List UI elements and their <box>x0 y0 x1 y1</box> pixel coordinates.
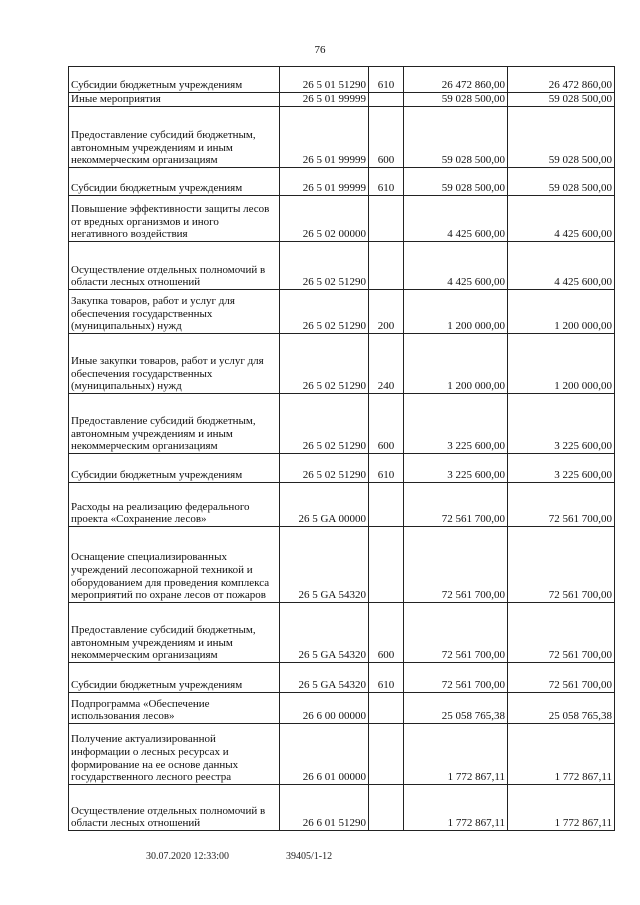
row-code: 26 6 01 00000 <box>280 724 369 785</box>
row-amount-2: 72 561 700,00 <box>508 483 615 527</box>
row-amount-1: 59 028 500,00 <box>404 107 508 168</box>
table-row <box>69 785 615 831</box>
table-row <box>69 67 615 93</box>
row-name: Субсидии бюджетным учреждениям <box>69 168 280 196</box>
table-row <box>69 168 615 196</box>
row-amount-1: 72 561 700,00 <box>404 527 508 603</box>
row-code: 26 5 01 51290 <box>280 67 369 93</box>
row-amount-1: 72 561 700,00 <box>404 603 508 663</box>
row-expense-type <box>369 693 404 724</box>
table-row <box>69 483 615 527</box>
row-amount-1: 1 772 867,11 <box>404 724 508 785</box>
row-name: Субсидии бюджетным учреждениям <box>69 67 280 93</box>
row-name: Осуществление отдельных полномочий в области лесных отношений <box>69 785 280 831</box>
table-row <box>69 527 615 603</box>
row-amount-2: 25 058 765,38 <box>508 693 615 724</box>
row-name: Повышение эффективности защиты лесов от вредных организмов и иного негативного воздействия <box>69 196 280 242</box>
row-name: Оснащение специализированных учреждений лесопожарной техникой и оборудованием для проведения комплекса мероприятий по охране лесов от пожаров <box>69 527 280 603</box>
table-row <box>69 603 615 663</box>
table-row <box>69 454 615 483</box>
row-name: Иные закупки товаров, работ и услуг для обеспечения государственных (муниципальных) нужд <box>69 334 280 394</box>
table-row <box>69 196 615 242</box>
row-amount-2: 3 225 600,00 <box>508 454 615 483</box>
row-expense-type: 200 <box>369 290 404 334</box>
row-amount-2: 4 425 600,00 <box>508 242 615 290</box>
table-row <box>69 394 615 454</box>
row-expense-type: 240 <box>369 334 404 394</box>
row-name: Подпрограмма «Обеспечение использования лесов» <box>69 693 280 724</box>
row-amount-2: 59 028 500,00 <box>508 168 615 196</box>
row-expense-type <box>369 93 404 107</box>
page-number: 76 <box>314 44 326 56</box>
row-amount-1: 3 225 600,00 <box>404 454 508 483</box>
row-amount-2: 26 472 860,00 <box>508 67 615 93</box>
row-code: 26 5 02 51290 <box>280 334 369 394</box>
row-amount-2: 1 200 000,00 <box>508 334 615 394</box>
row-expense-type: 600 <box>369 394 404 454</box>
table-row <box>69 93 615 107</box>
row-amount-2: 59 028 500,00 <box>508 93 615 107</box>
table-row <box>69 724 615 785</box>
row-expense-type: 600 <box>369 603 404 663</box>
row-expense-type <box>369 242 404 290</box>
row-code: 26 5 GA 54320 <box>280 663 369 693</box>
row-amount-2: 1 200 000,00 <box>508 290 615 334</box>
row-expense-type: 610 <box>369 663 404 693</box>
budget-table-body <box>69 67 615 831</box>
row-code: 26 5 02 51290 <box>280 290 369 334</box>
row-expense-type: 610 <box>369 67 404 93</box>
row-code: 26 5 01 99999 <box>280 93 369 107</box>
row-code: 26 6 01 51290 <box>280 785 369 831</box>
row-amount-1: 25 058 765,38 <box>404 693 508 724</box>
row-name: Субсидии бюджетным учреждениям <box>69 663 280 693</box>
row-amount-2: 72 561 700,00 <box>508 603 615 663</box>
table-row <box>69 242 615 290</box>
row-amount-1: 4 425 600,00 <box>404 196 508 242</box>
budget-table <box>68 66 615 831</box>
row-code: 26 5 02 00000 <box>280 196 369 242</box>
row-code: 26 6 00 00000 <box>280 693 369 724</box>
row-expense-type <box>369 196 404 242</box>
row-name: Иные мероприятия <box>69 93 280 107</box>
row-code: 26 5 02 51290 <box>280 394 369 454</box>
row-name: Осуществление отдельных полномочий в области лесных отношений <box>69 242 280 290</box>
row-expense-type <box>369 527 404 603</box>
row-name: Расходы на реализацию федерального проекта «Сохранение лесов» <box>69 483 280 527</box>
row-amount-1: 72 561 700,00 <box>404 483 508 527</box>
table-row <box>69 107 615 168</box>
row-amount-1: 3 225 600,00 <box>404 394 508 454</box>
row-expense-type <box>369 724 404 785</box>
row-name: Предоставление субсидий бюджетным, автономным учреждениям и иным некоммерческим организациям <box>69 394 280 454</box>
footer-doc-number: 39405/1-12 <box>286 851 333 862</box>
row-code: 26 5 01 99999 <box>280 107 369 168</box>
row-expense-type <box>369 785 404 831</box>
row-expense-type <box>369 483 404 527</box>
row-amount-1: 1 200 000,00 <box>404 334 508 394</box>
row-amount-1: 59 028 500,00 <box>404 93 508 107</box>
row-code: 26 5 02 51290 <box>280 454 369 483</box>
row-code: 26 5 02 51290 <box>280 242 369 290</box>
row-amount-2: 72 561 700,00 <box>508 527 615 603</box>
row-expense-type: 610 <box>369 168 404 196</box>
row-amount-2: 1 772 867,11 <box>508 785 615 831</box>
row-code: 26 5 GA 54320 <box>280 603 369 663</box>
row-name: Предоставление субсидий бюджетным, автономным учреждениям и иным некоммерческим организациям <box>69 107 280 168</box>
row-amount-2: 4 425 600,00 <box>508 196 615 242</box>
row-expense-type: 610 <box>369 454 404 483</box>
row-name: Получение актуализированной информации о лесных ресурсах и формирование на ее основе данных государственного лесного реестра <box>69 724 280 785</box>
row-amount-2: 59 028 500,00 <box>508 107 615 168</box>
table-row <box>69 693 615 724</box>
table-row <box>69 290 615 334</box>
row-expense-type: 600 <box>369 107 404 168</box>
row-amount-1: 59 028 500,00 <box>404 168 508 196</box>
row-amount-2: 72 561 700,00 <box>508 663 615 693</box>
row-amount-1: 72 561 700,00 <box>404 663 508 693</box>
row-amount-1: 1 772 867,11 <box>404 785 508 831</box>
row-amount-1: 26 472 860,00 <box>404 67 508 93</box>
row-name: Субсидии бюджетным учреждениям <box>69 454 280 483</box>
footer-datetime: 30.07.2020 12:33:00 <box>146 851 230 862</box>
row-amount-2: 1 772 867,11 <box>508 724 615 785</box>
table-row <box>69 334 615 394</box>
table-row <box>69 663 615 693</box>
row-code: 26 5 GA 54320 <box>280 527 369 603</box>
row-name: Закупка товаров, работ и услуг для обеспечения государственных (муниципальных) нужд <box>69 290 280 334</box>
row-amount-2: 3 225 600,00 <box>508 394 615 454</box>
row-code: 26 5 01 99999 <box>280 168 369 196</box>
row-code: 26 5 GA 00000 <box>280 483 369 527</box>
row-amount-1: 4 425 600,00 <box>404 242 508 290</box>
row-name: Предоставление субсидий бюджетным, автономным учреждениям и иным некоммерческим организациям <box>69 603 280 663</box>
row-amount-1: 1 200 000,00 <box>404 290 508 334</box>
